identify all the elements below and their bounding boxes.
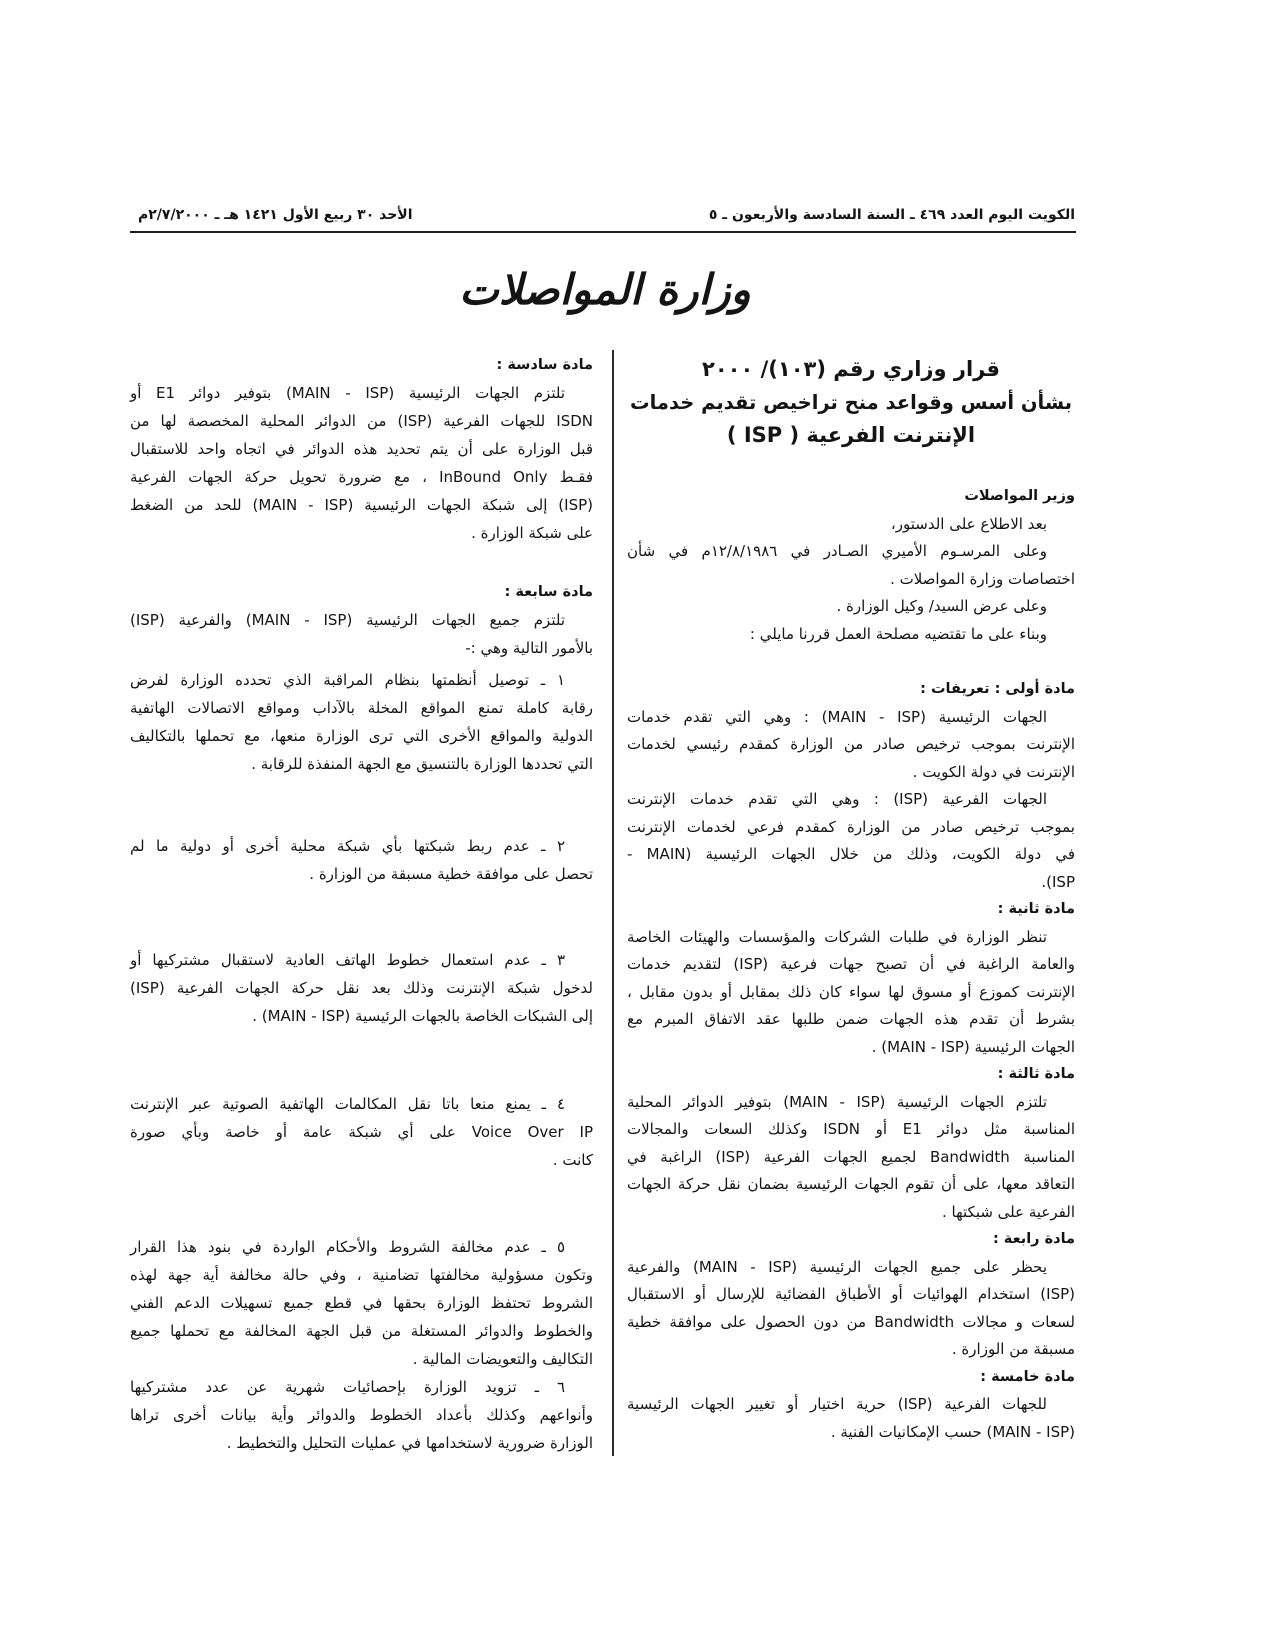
text-line: تلتزم الجهات الرئيسية (MAIN - ISP) بتوفير دوائر E1 أو [130,384,565,402]
text-line: ISDN للجهات الفرعية (ISP) من الدوائر المحلية المخصصة لها من [130,412,593,430]
text-line: التي تحددها الوزارة بالتنسيق مع الجهة المنفذة للرقابة . [251,755,593,773]
paragraph [627,538,1075,593]
article-heading-text: مادة أولى : تعريفات : [920,681,1075,697]
text-line: بالأمور التالية وهي :- [465,639,593,657]
text-line: التعاقد معها، على أن تقوم الجهات الرئيسية بضمان نقل حركة الجهات [627,1175,1075,1193]
text-line: الإنترنت كموزع أو مسوق لها سواء كان ذلك بمقابل أو بدون مقابل ، [627,982,1075,1001]
left-column [130,351,593,1457]
text-line: ١ ـ توصيل أنظمتها بنظام المراقبة الذي تحدده الوزارة لفرض [130,671,565,689]
article-heading [130,578,593,606]
text-line: اختصاصات وزارة المواصلات . [890,569,1075,588]
text-line: الفرعية على شبكتها . [941,1202,1075,1221]
text-line: وبناء على ما تقتضيه مصلحة العمل قررنا مايلي : [749,624,1047,643]
text-line: والخطوط والدوائر المستغلة من قبل الجهة المخالفة مع تحملها جميع [130,1322,593,1340]
text-line: المناسبة Bandwidth لجميع الجهات الفرعية (ISP) الراغبة في [627,1147,1076,1166]
text-line: الإنترنت بموجب ترخيص صادر من الوزارة كمقدم رئيسي لخدمات [627,735,1075,753]
issue-info: الكويت اليوم العدد ٤٦٩ ـ السنة السادسة والأربعون ـ ٥ [708,207,1075,223]
text-line: تلتزم الجهات الرئيسية (MAIN - ISP) بتوفير الدوائر المحلية [627,1092,1047,1111]
article-heading [627,483,1075,511]
article-heading [627,1226,1075,1254]
text-line: المناسبة مثل دوائر E1 أو ISDN وكذلك السعات والمجالات [627,1120,1076,1138]
text-line: كانت . [552,1151,593,1169]
article-heading [627,676,1075,704]
text-line: والعامة الراغبة في أن تصبح جهات فرعية (ISP) لتقديم خدمات [627,955,1076,973]
decree-title [627,353,1075,452]
text-line: وأنواعهم وكذلك بأعداد الخطوط والدوائر وأية بيانات أخرى تراها [130,1406,593,1424]
paragraph [627,924,1075,1062]
paragraph [130,606,593,662]
article-heading-text: مادة سادسة : [496,357,593,373]
paragraph [627,1391,1075,1446]
article-heading [627,1364,1075,1392]
text-line: بموجب ترخيص صادر من الوزارة كمقدم فرعي لخدمات الإنترنت [627,817,1075,836]
text-line: الجهات الفرعية (ISP) : وهي التي تقدم خدمات الإنترنت [627,790,1047,808]
article-heading [627,1061,1075,1089]
article-heading-text: مادة رابعة : [992,1231,1075,1247]
decree-title-line: قرار وزاري رقم (١٠٣)/ ٢٠٠٠ [702,357,1000,381]
text-line: ٦ ـ تزويد الوزارة بإحصائيات شهرية عن عدد مشتركيها [130,1378,565,1396]
text-line: لسعات و مجالات Bandwidth من دون الحصول على موافقة خطية [627,1312,1075,1331]
article-heading-text: مادة ثانية : [997,901,1075,917]
text-line: (ISP) استخدام الهوائيات أو الأطباق الفضائية للإرسال أو الاستقبال [627,1285,1075,1303]
text-line: وعلى المرسـوم الأميري الصـادر في ١٢/٨/١٩٨٦م في شأن [627,542,1048,560]
decree-subtitle-line: بشأن أسس وقواعد منح تراخيص تقديم خدمات [629,391,1073,414]
text-line: الوزارة ضرورية لاستخدامها في عمليات التحليل والتخطيط . [226,1434,593,1452]
text-line: الإنترنت في دولة الكويت . [912,762,1075,781]
text-line: Voice Over IP على أي شبكة عامة أو خاصة وبأي صورة [130,1123,593,1141]
ministry-logo: وزارة المواصلات [459,265,751,314]
text-line: (MAIN - ISP) حسب الإمكانيات الفنية . [830,1422,1075,1441]
paragraph [627,704,1075,787]
text-line: في دولة الكويت، وذلك من خلال الجهات الرئيسية (MAIN - [627,845,1075,863]
text-line: تحصل على موافقة خطية مسبقة من الوزارة . [309,865,593,883]
decree-subtitle-line: الإنترنت الفرعية ( ISP ) [726,423,976,447]
text-line: التكاليف والتعويضات المالية . [412,1350,593,1368]
paragraph [130,946,593,1030]
paragraph [130,832,593,888]
paragraph [627,621,1075,649]
text-line: الجهات الرئيسية (MAIN - ISP) . [871,1037,1075,1056]
text-line: ISP). [1041,872,1075,891]
article-heading-text: وزير المواصلات [964,488,1075,504]
text-line: رقابة كاملة تمنع المواقع المخلة بالآداب ومواقع الاتصالات الهاتفية [130,699,593,717]
text-line: على شبكة الوزارة . [471,524,593,542]
paragraph [627,1089,1075,1227]
paragraph [627,786,1075,896]
text-line: الجهات الرئيسية (MAIN - ISP) : وهي التي تقدم خدمات [627,707,1047,726]
text-line: تنظر الوزارة في طلبات الشركات والمؤسسات والهيئات الخاصة [627,927,1047,946]
article-heading-text: مادة خامسة : [980,1368,1075,1385]
text-line: بشرط أن تقدم هذه الجهات ضمن طلبها عقد الاتفاق المبرم مع [627,1010,1075,1028]
article-heading-text: مادة ثالثة : [997,1066,1075,1082]
text-line: وعلى عرض السيد/ وكيل الوزارة . [836,597,1047,615]
paragraph [130,666,593,778]
issue-date: الأحد ٣٠ ربيع الأول ١٤٢١ هـ ـ ٢/٧/٢٠٠٠م [138,207,413,223]
article-heading [130,351,593,379]
paragraph [130,1090,593,1174]
paragraph [130,1233,593,1373]
text-line: ٣ ـ عدم استعمال خطوط الهاتف العادية لاستقبال مشتركيها أو [130,951,565,969]
text-line: إلى الشبكات الخاصة بالجهات الرئيسية (MAIN - ISP) . [252,1007,593,1025]
text-line: قبل الوزارة على أن يتم تحديد هذه الدوائر في اتجاه واحد للاستقبال [130,440,593,458]
article-heading-text: مادة سابعة : [504,584,593,600]
paragraph [130,379,593,547]
paragraph [130,1373,593,1457]
text-line: ٢ ـ عدم ربط شبكتها بأي شبكة محلية أخرى أو دولية ما لم [130,837,565,855]
header-rule [130,231,1076,233]
text-line: لدخول شبكة الإنترنت وذلك بعد نقل حركة الجهات الفرعية (ISP) [130,979,593,997]
column-divider [612,350,614,1456]
paragraph [627,1254,1075,1364]
article-heading [627,896,1075,924]
text-line: مسبقة من الوزارة . [951,1340,1075,1358]
text-line: فقـط InBound Only ، مع ضرورة تحويل حركة الجهات الفرعية [130,468,593,486]
paragraph [627,593,1075,621]
text-line: الدولية والمواقع الأخرى التي ترى الوزارة منعها، مع تحملها بالتكاليف [130,727,593,745]
text-line: الشروط تحتفظ الوزارة بحقها في قطع جميع تسهيلات الدعم الفني [130,1294,593,1312]
text-line: (ISP) إلى شبكة الجهات الرئيسية (MAIN - ISP) للحد من الضغط [130,496,593,514]
text-line: تلتزم جميع الجهات الرئيسية (MAIN - ISP) والفرعية (ISP) [130,611,565,629]
text-line: ٥ ـ عدم مخالفة الشروط والأحكام الواردة في بنود هذا القرار [130,1238,565,1256]
right-column [627,483,1075,1446]
text-line: بعد الاطلاع على الدستور، [890,514,1047,533]
paragraph [627,511,1075,539]
text-line: ٤ ـ يمنع منعا باتا نقل المكالمات الهاتفية الصوتية عبر الإنترنت [130,1095,565,1113]
text-line: يحظر على جميع الجهات الرئيسية (MAIN - ISP) والفرعية [627,1257,1048,1276]
text-line: للجهات الفرعية (ISP) حرية اختيار أو تغيير الجهات الرئيسية [627,1395,1047,1413]
text-line: وتكون مسؤولية مخالفتها تضامنية ، وفي حالة مخالفة أية جهة لهذه [130,1266,593,1284]
